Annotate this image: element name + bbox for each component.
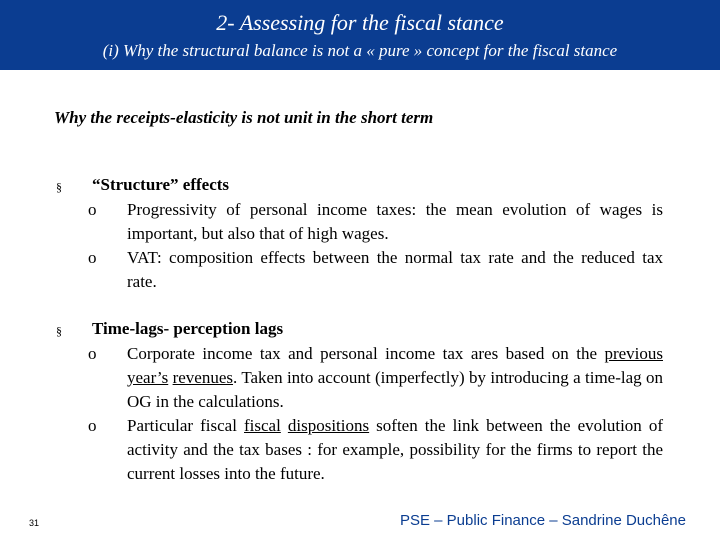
slide-subtitle: (i) Why the structural balance is not a « pure » concept for the fiscal stance — [102, 41, 618, 60]
section-title-time-lags: Time-lags- perception lags — [92, 319, 284, 338]
underlined-word: previous — [604, 344, 663, 363]
list-item — [88, 342, 663, 414]
underlined-word: revenues — [172, 368, 234, 387]
list-item — [88, 246, 663, 294]
underlined-word: dispositions — [287, 416, 370, 435]
section-bullet: § — [56, 180, 62, 194]
sub-bullet: o — [88, 200, 97, 219]
list-item-text: VAT: composition effects between the normal tax rate and the reduced tax rate. — [127, 248, 663, 291]
list-item — [88, 198, 663, 246]
footer-text: PSE – Public Finance – Sandrine Duchêne — [399, 512, 686, 529]
underlined-word: year’s — [127, 368, 169, 387]
sub-bullet: o — [88, 416, 97, 435]
section-bullet: § — [56, 324, 62, 338]
list-item-text: Progressivity of personal income taxes: the mean evolution of wages is important, but also that of high wages. — [127, 200, 663, 243]
list-item-text: Particular fiscal fiscal dispositions soften the link between the evolution of activity and the tax bases : for example, possibility for the firms to report the current losses into the future. — [127, 416, 663, 483]
list-item — [88, 414, 663, 486]
section-heading: Why the receipts-elasticity is not unit in the short term — [54, 108, 434, 127]
section-title-structure-effects: “Structure” effects — [92, 175, 230, 194]
list-item-text: Corporate income tax and personal income tax ares based on the previous year’s revenues. Taken into account (imperfectly) by introducing a time-lag on OG in the calculations. — [127, 344, 663, 411]
slide-title: 2- Assessing for the fiscal stance — [216, 10, 504, 35]
slide-header — [0, 0, 720, 70]
page-number: 31 — [29, 518, 40, 528]
sub-bullet: o — [88, 248, 97, 267]
sub-bullet: o — [88, 344, 97, 363]
underlined-word: fiscal — [244, 416, 281, 435]
